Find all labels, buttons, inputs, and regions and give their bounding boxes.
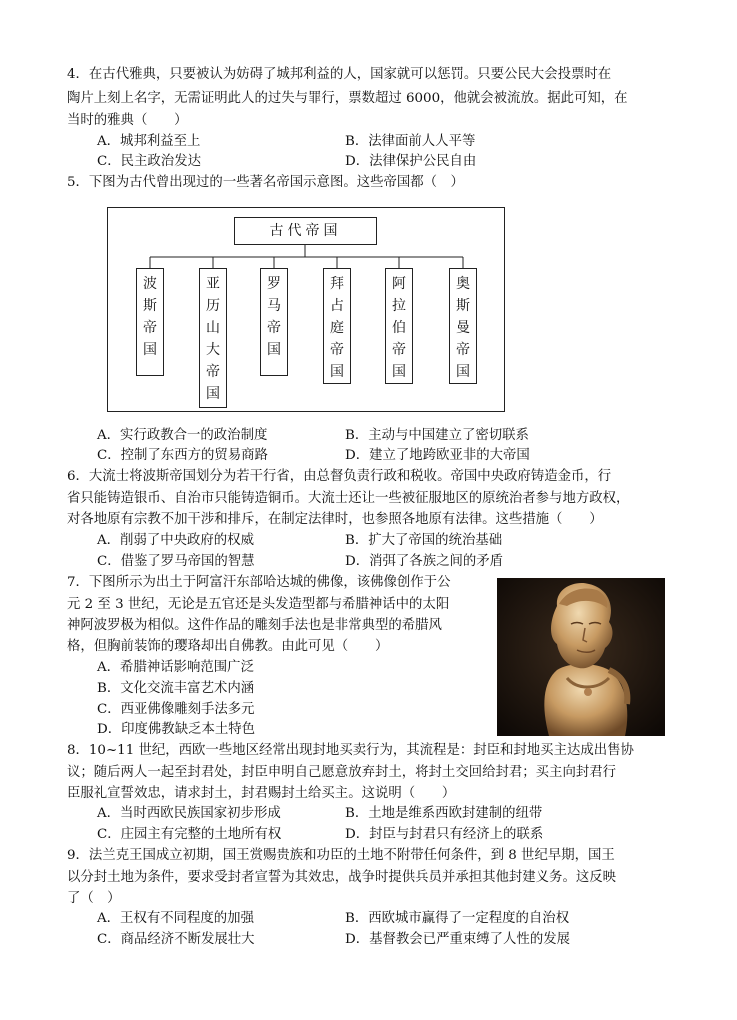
q7-option-d: D．印度佛教缺乏本土特色 — [97, 722, 256, 737]
q4-option-a: A．城邦利益至上 — [97, 134, 201, 149]
empire-box-byzantine — [323, 268, 351, 384]
buddha-statue-photo — [497, 578, 665, 736]
q5-option-a: A．实行政教合一的政治制度 — [97, 428, 268, 443]
empire-box-label: 罗马帝国 — [267, 276, 281, 358]
q5-option-d: D．建立了地跨欧亚非的大帝国 — [345, 448, 530, 463]
empire-box-label: 阿拉伯帝国 — [392, 276, 406, 380]
q8-option-a: A．当时西欧民族国家初步形成 — [97, 806, 281, 821]
q6-option-a: A．削弱了中央政府的权威 — [97, 533, 254, 548]
q5-option-b: B．主动与中国建立了密切联系 — [345, 428, 529, 443]
q7-stem-line-4: 格，但胸前装饰的璎珞却出自佛教。由此可见（ ） — [67, 639, 389, 654]
empire-box-label: 波斯帝国 — [143, 276, 157, 358]
q9-option-a: A．王权有不同程度的加强 — [97, 911, 254, 926]
q4-option-d: D．法律保护公民自由 — [345, 154, 477, 169]
q7-stem-line-1: 7．下图所示为出土于阿富汗东部哈达城的佛像，该佛像创作于公 — [67, 575, 451, 590]
q6-stem-line-1: 6．大流士将波斯帝国划分为若干行省，由总督负责行政和税收。帝国中央政府铸造金币，行 — [67, 469, 612, 484]
q5-option-c: C．控制了东西方的贸易商路 — [97, 448, 268, 463]
q8-option-c: C．庄园主有完整的土地所有权 — [97, 827, 282, 842]
empire-box-label: 亚历山大帝国 — [206, 276, 220, 402]
q4-option-b: B．法律面前人人平等 — [345, 134, 476, 149]
q9-stem-line-3: 了（ ） — [67, 891, 121, 906]
q9-stem-line-1: 9．法兰克王国成立初期，国王赏赐贵族和功臣的土地不附带任何条件，到 8 世纪早期，国王 — [67, 848, 615, 863]
q7-option-b: B．文化交流丰富艺术内涵 — [97, 681, 255, 696]
empire-box-label: 拜占庭帝国 — [330, 276, 344, 380]
empires-diagram — [107, 207, 505, 412]
q9-stem-line-2: 以分封土地为条件，要求受封者宣誓为其效忠，战争时提供兵员并承担其他封建义务。这反映 — [67, 870, 617, 885]
empire-box-roman — [260, 268, 288, 376]
buddha-statue-illustration — [497, 578, 665, 736]
q6-stem-line-2: 省只能铸造银币、自治市只能铸造铜币。大流士还让一些被征服地区的原统治者参与地方政权， — [67, 491, 630, 506]
empire-box-arab — [385, 268, 413, 384]
empire-box-label: 奥斯曼帝国 — [456, 276, 470, 380]
q9-option-b: B．西欧城市赢得了一定程度的自治权 — [345, 911, 570, 926]
q7-stem-line-2: 元 2 至 3 世纪，无论是五官还是头发造型都与希腊神话中的太阳 — [67, 597, 450, 612]
q7-option-c: C．西亚佛像雕刻手法多元 — [97, 702, 255, 717]
empire-box-ottoman — [449, 268, 477, 384]
empire-box-persian — [136, 268, 164, 376]
q6-option-c: C．借鉴了罗马帝国的智慧 — [97, 554, 255, 569]
q7-stem-line-3: 神阿波罗极为相似。这件作品的雕刻手法也是非常典型的希腊风 — [67, 618, 442, 633]
q9-option-d: D．基督教会已严重束缚了人性的发展 — [345, 932, 570, 947]
q4-stem-line-2: 陶片上刻上名字，无需证明此人的过失与罪行，票数超过 6000，他就会被流放。据此可知，在 — [67, 91, 628, 106]
q4-stem-line-3: 当时的雅典（ ） — [67, 113, 188, 128]
q6-stem-line-3: 对各地原有宗教不加干涉和排斥，在制定法律时，也参照各地原有法律。这些措施（ ） — [67, 512, 603, 527]
q6-option-d: D．消弭了各族之间的矛盾 — [345, 554, 504, 569]
q5-stem-line-1: 5．下图为古代曾出现过的一些著名帝国示意图。这些帝国都（ ） — [67, 175, 464, 190]
q9-option-c: C．商品经济不断发展壮大 — [97, 932, 255, 947]
empire-box-alexander — [199, 268, 227, 408]
q8-stem-line-2: 议；随后两人一起至封君处，封臣申明自己愿意放弃封土，将封土交回给封君；买主向封君行 — [67, 765, 617, 780]
q8-option-b: B．土地是维系西欧封建制的纽带 — [345, 806, 543, 821]
q8-stem-line-1: 8．10~11 世纪，西欧一些地区经常出现封地买卖行为，其流程是：封臣和封地买主达成出售协 — [67, 743, 634, 758]
q4-option-c: C．民主政治发达 — [97, 154, 201, 169]
q8-option-d: D．封臣与封君只有经济上的联系 — [345, 827, 544, 842]
diagram-root-title: 古代帝国 — [234, 217, 377, 245]
q7-option-a: A．希腊神话影响范围广泛 — [97, 660, 254, 675]
q4-stem-line-1: 4．在古代雅典，只要被认为妨碍了城邦利益的人，国家就可以惩罚。只要公民大会投票时在 — [67, 67, 612, 82]
q8-stem-line-3: 臣服礼宣誓效忠，请求封土，封君赐封土给买主。这说明（ ） — [67, 786, 456, 801]
q6-option-b: B．扩大了帝国的统治基础 — [345, 533, 503, 548]
